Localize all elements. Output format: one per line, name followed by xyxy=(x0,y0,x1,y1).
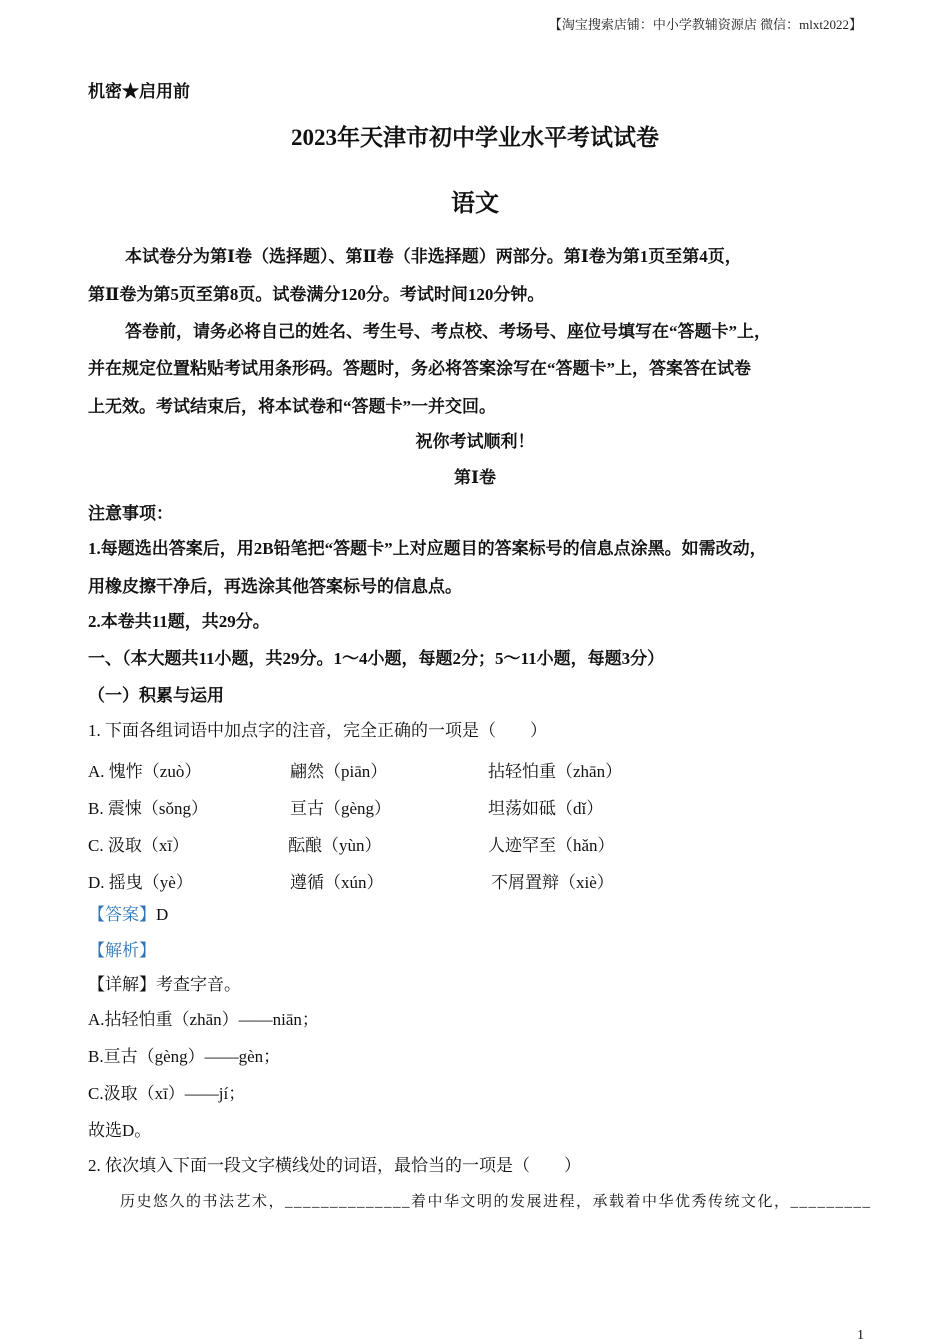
secret-label: 机密★启用前 xyxy=(88,82,190,101)
section-heading: 一、（本大题共11小题，共29分。1～4小题，每题2分；5～11小题，每题3分） xyxy=(88,649,665,668)
analysis-label: 【解析】 xyxy=(88,941,156,960)
q1-option-a-3: 拈轻怕重（zhān） xyxy=(488,762,623,781)
note-line: 用橡皮擦干净后，再选涂其他答案标号的信息点。 xyxy=(88,577,462,596)
detail-line: A.拈轻怕重（zhān）——niān； xyxy=(88,1010,319,1029)
wish-text: 祝你考试顺利！ xyxy=(415,432,535,451)
question-2-stem: 2. 依次填入下面一段文字横线处的词语，最恰当的一项是（ ） xyxy=(88,1156,581,1175)
q1-option-d-2: 遵循（xún） xyxy=(290,873,384,892)
detail-line: B.亘古（gèng）——gèn； xyxy=(88,1047,281,1066)
intro-line: 答卷前，请务必将自己的姓名、考生号、考点校、考场号、座位号填写在“答题卡”上， xyxy=(125,322,771,341)
notes-title: 注意事项： xyxy=(88,504,173,523)
page-title: 2023年天津市初中学业水平考试试卷 xyxy=(291,125,659,150)
note-line: 1.每题选出答案后，用2B铅笔把“答题卡”上对应题目的答案标号的信息点涂黑。如需改动， xyxy=(88,539,767,558)
note-line: 2.本卷共11题，共29分。 xyxy=(88,612,270,631)
q1-option-a-1: A. 愧怍（zuò） xyxy=(88,762,202,781)
q1-option-b-2: 亘古（gèng） xyxy=(290,799,392,818)
q1-option-c-2: 酝酿（yùn） xyxy=(288,836,382,855)
q1-option-d-3: 不屑置辩（xiè） xyxy=(491,873,614,892)
detail-line: 【详解】考查字音。 xyxy=(88,975,241,994)
subject-title: 语文 xyxy=(451,191,499,217)
answer-line xyxy=(88,905,168,925)
q1-option-a-2: 翩然（piān） xyxy=(290,762,388,781)
answer-label: 【答案】 xyxy=(88,905,156,924)
answer-value: D xyxy=(156,905,169,924)
page-number: 1 xyxy=(857,1328,864,1343)
intro-line: 本试卷分为第Ⅰ卷（选择题）、第Ⅱ卷（非选择题）两部分。第Ⅰ卷为第1页至第4页， xyxy=(125,247,742,266)
intro-line: 第Ⅱ卷为第5页至第8页。试卷满分120分。考试时间120分钟。 xyxy=(88,285,545,304)
question-1-stem: 1. 下面各组词语中加点字的注音，完全正确的一项是（ ） xyxy=(88,721,547,740)
subsection-heading: （一）积累与运用 xyxy=(88,686,224,705)
q1-option-d-1: D. 摇曳（yè） xyxy=(88,873,193,892)
q1-option-b-3: 坦荡如砥（dǐ） xyxy=(488,799,604,818)
detail-line: 故选D。 xyxy=(88,1121,152,1140)
q1-option-c-1: C. 汲取（xī） xyxy=(88,836,190,855)
detail-line: C.汲取（xī）——jí； xyxy=(88,1084,246,1103)
intro-line: 上无效。考试结束后，将本试卷和“答题卡”一并交回。 xyxy=(88,397,496,416)
q1-option-c-3: 人迹罕至（hǎn） xyxy=(488,836,615,855)
q1-option-b-1: B. 震悚（sǒng） xyxy=(88,799,208,818)
volume-title: 第Ⅰ卷 xyxy=(454,468,496,487)
intro-line: 并在规定位置粘贴考试用条形码。答题时，务必将答案涂写在“答题卡”上，答案答在试卷 xyxy=(88,359,751,378)
question-2-passage: 历史悠久的书法艺术，______________着中华文明的发展进程，承载着中华优秀传统文化，_________ xyxy=(120,1194,872,1210)
page-header: 【淘宝搜索店铺：中小学教辅资源店 微信：mlxt2022】 xyxy=(548,17,862,32)
